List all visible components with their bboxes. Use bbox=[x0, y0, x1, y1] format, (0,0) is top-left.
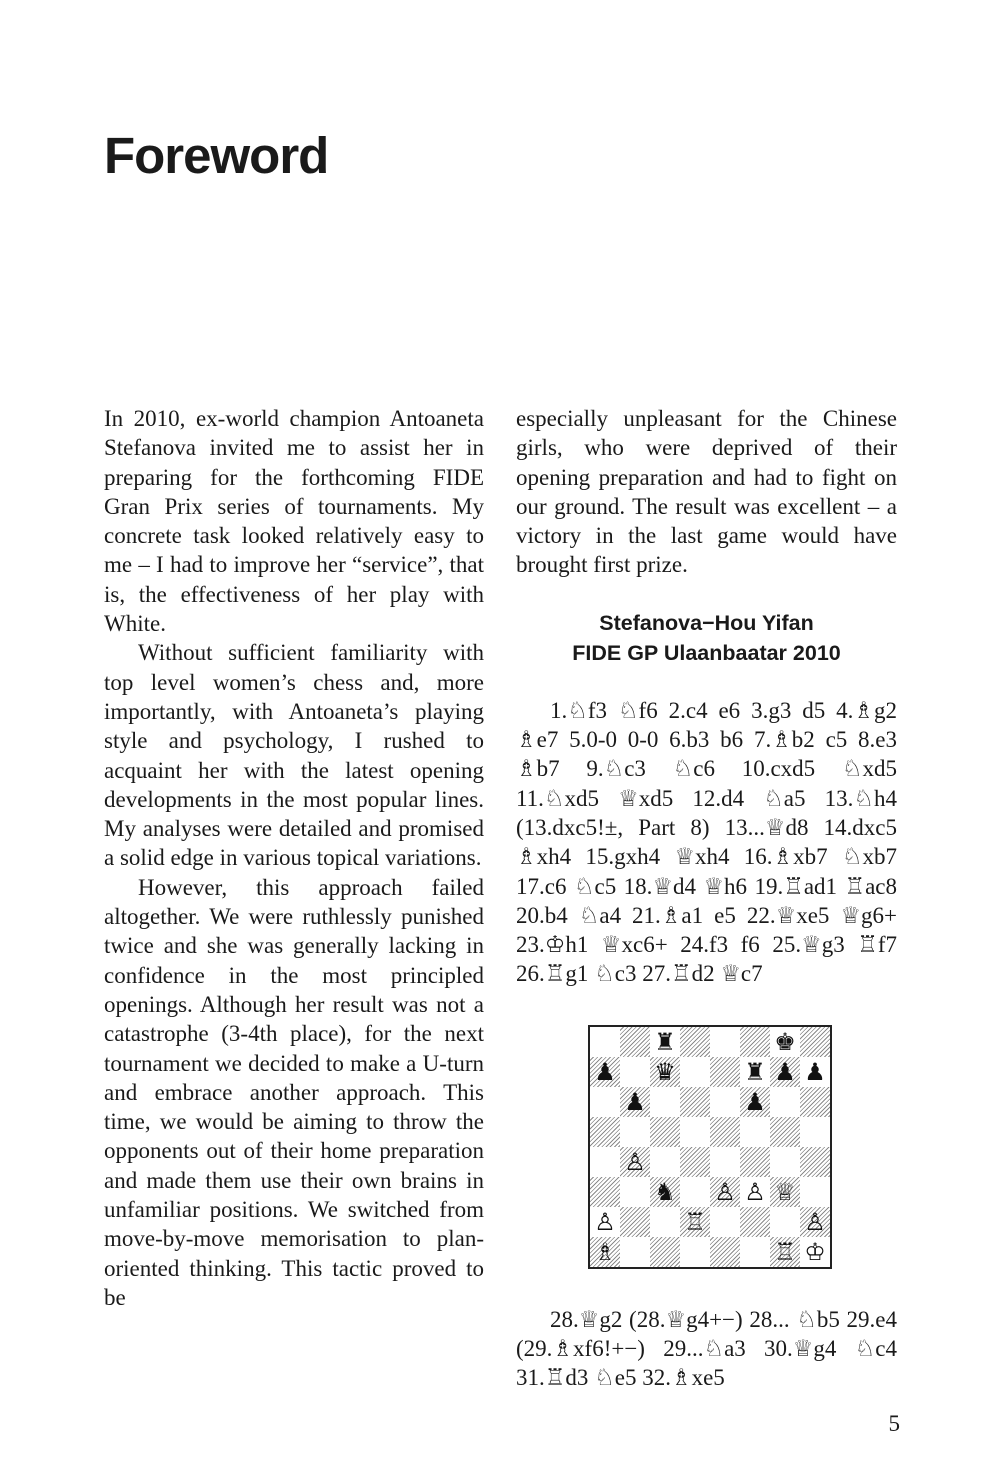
chess-piece: ♟ bbox=[624, 1087, 646, 1116]
chess-piece: ♖ bbox=[774, 1237, 796, 1266]
square-d4 bbox=[680, 1147, 710, 1177]
square-c2 bbox=[650, 1207, 680, 1237]
square-e7 bbox=[710, 1057, 740, 1087]
square-d7 bbox=[680, 1057, 710, 1087]
square-e6 bbox=[710, 1087, 740, 1117]
square-h1 bbox=[800, 1237, 830, 1267]
paragraph-3: However, this approach failed altogether. We were ruthlessly punished twice and she was generally lacking in confidence in the most principled openings. Although her result was not a catastrophe (3-4th place), for the next tournament we decided to make a U-turn and embrace another approach. This time, we would be aiming to throw the opponents out of their home preparation and made them use their own brains in unfamiliar positions. We switched from move-by-move memorisation to plan-oriented thinking. This tactic proved to be bbox=[104, 874, 484, 1310]
square-b8 bbox=[620, 1027, 650, 1057]
right-column bbox=[516, 404, 897, 1393]
chess-board bbox=[588, 1025, 832, 1269]
paragraph-2: Without sufficient familiarity with top level women’s chess and, more importantly, with Antoaneta’s playing style and psychology, I rushed to acquaint her with the latest opening developments in the most popular lines. My analyses were detailed and promised a solid edge in various topical variations. bbox=[104, 640, 484, 871]
square-g2 bbox=[770, 1207, 800, 1237]
chess-piece: ♜ bbox=[744, 1057, 766, 1086]
chess-piece: ♖ bbox=[684, 1207, 706, 1236]
chess-piece: ♟ bbox=[804, 1057, 826, 1086]
square-d3 bbox=[680, 1177, 710, 1207]
square-g5 bbox=[770, 1117, 800, 1147]
square-g3 bbox=[770, 1177, 800, 1207]
chess-piece: ♔ bbox=[804, 1237, 826, 1266]
paragraph-1: In 2010, ex-world champion Antoaneta Stefanova invited me to assist her in preparing for the forthcoming FIDE Gran Prix series of tournaments. My concrete task looked relatively easy to me – I had to improve her “service”, that is, the effectiveness of her play with White. bbox=[104, 406, 484, 637]
square-a2 bbox=[590, 1207, 620, 1237]
square-d1 bbox=[680, 1237, 710, 1267]
square-a4 bbox=[590, 1147, 620, 1177]
chess-diagram bbox=[588, 1025, 897, 1269]
square-f1 bbox=[740, 1237, 770, 1267]
chess-piece: ♙ bbox=[594, 1207, 616, 1236]
square-h4 bbox=[800, 1147, 830, 1177]
square-h3 bbox=[800, 1177, 830, 1207]
chess-piece: ♟ bbox=[594, 1057, 616, 1086]
square-b4 bbox=[620, 1147, 650, 1177]
paragraph-4: especially unpleasant for the Chinese girls, who were deprived of their opening preparation and had to fight on our ground. The result was excellent – a victory in the last game would have brought first prize. bbox=[516, 406, 897, 578]
square-f7 bbox=[740, 1057, 770, 1087]
chess-piece: ♙ bbox=[624, 1147, 646, 1176]
square-a7 bbox=[590, 1057, 620, 1087]
square-b7 bbox=[620, 1057, 650, 1087]
square-f6 bbox=[740, 1087, 770, 1117]
chess-piece: ♞ bbox=[654, 1177, 676, 1206]
square-c6 bbox=[650, 1087, 680, 1117]
square-c7 bbox=[650, 1057, 680, 1087]
game-moves-2: 28.♕g2 (28.♕g4+−) 28... ♘b5 29.e4 (29.♗xf6!+−) 29...♘a3 30.♕g4 ♘c4 31.♖d3 ♘e5 32.♗xe5 bbox=[516, 1306, 897, 1391]
chess-piece: ♜ bbox=[654, 1027, 676, 1056]
square-e4 bbox=[710, 1147, 740, 1177]
chess-piece: ♟ bbox=[774, 1057, 796, 1086]
square-g1 bbox=[770, 1237, 800, 1267]
chess-piece: ♕ bbox=[774, 1177, 796, 1206]
chess-piece: ♙ bbox=[804, 1207, 826, 1236]
chess-piece: ♟ bbox=[744, 1087, 766, 1116]
chess-piece: ♛ bbox=[654, 1057, 676, 1086]
square-a6 bbox=[590, 1087, 620, 1117]
square-g6 bbox=[770, 1087, 800, 1117]
square-h8 bbox=[800, 1027, 830, 1057]
square-a5 bbox=[590, 1117, 620, 1147]
game-moves-1: 1.♘f3 ♘f6 2.c4 e6 3.g3 d5 4.♗g2 ♗e7 5.0-0 0-0 6.b3 b6 7.♗b2 c5 8.e3 ♗b7 9.♘c3 ♘c6 10.cxd5 ♘xd5 11.♘xd5 ♕xd5 12.d4 ♘a5 13.♘h4 (13.dxc5!±, Part 8) 13...♕d8 14.dxc5 ♗xh4 15.gxh4 ♕xh4 16.♗xb7 ♘xb7 17.c6 ♘c5 18.♕d4 ♕h6 19.♖ad1 ♖ac8 20.b4 ♘a4 21.♗a1 e5 22.♕xe5 ♕g6+ 23.♔h1 ♕xc6+ 24.f3 f6 25.♕g3 ♖f7 26.♖g1 ♘c3 27.♖d2 ♕c7 bbox=[516, 697, 897, 987]
square-h6 bbox=[800, 1087, 830, 1117]
square-d2 bbox=[680, 1207, 710, 1237]
left-column bbox=[104, 404, 484, 1312]
square-f5 bbox=[740, 1117, 770, 1147]
square-d6 bbox=[680, 1087, 710, 1117]
square-b6 bbox=[620, 1087, 650, 1117]
square-e1 bbox=[710, 1237, 740, 1267]
square-b3 bbox=[620, 1177, 650, 1207]
square-e3 bbox=[710, 1177, 740, 1207]
square-e8 bbox=[710, 1027, 740, 1057]
square-a8 bbox=[590, 1027, 620, 1057]
square-g4 bbox=[770, 1147, 800, 1177]
chess-piece: ♙ bbox=[714, 1177, 736, 1206]
square-h5 bbox=[800, 1117, 830, 1147]
square-d5 bbox=[680, 1117, 710, 1147]
chess-piece: ♚ bbox=[774, 1027, 796, 1056]
square-c8 bbox=[650, 1027, 680, 1057]
square-b1 bbox=[620, 1237, 650, 1267]
game-header bbox=[516, 608, 897, 668]
square-b5 bbox=[620, 1117, 650, 1147]
square-f3 bbox=[740, 1177, 770, 1207]
square-c3 bbox=[650, 1177, 680, 1207]
square-c1 bbox=[650, 1237, 680, 1267]
game-event: FIDE GP Ulaanbaatar 2010 bbox=[572, 640, 841, 665]
square-h7 bbox=[800, 1057, 830, 1087]
square-c5 bbox=[650, 1117, 680, 1147]
square-a1 bbox=[590, 1237, 620, 1267]
square-e5 bbox=[710, 1117, 740, 1147]
square-e2 bbox=[710, 1207, 740, 1237]
square-f4 bbox=[740, 1147, 770, 1177]
page-title: Foreword bbox=[104, 127, 329, 184]
square-b2 bbox=[620, 1207, 650, 1237]
square-g7 bbox=[770, 1057, 800, 1087]
square-g8 bbox=[770, 1027, 800, 1057]
chess-piece: ♙ bbox=[744, 1177, 766, 1206]
square-h2 bbox=[800, 1207, 830, 1237]
square-d8 bbox=[680, 1027, 710, 1057]
square-a3 bbox=[590, 1177, 620, 1207]
page-number: 5 bbox=[888, 1411, 900, 1436]
square-f2 bbox=[740, 1207, 770, 1237]
game-players: Stefanova−Hou Yifan bbox=[599, 610, 814, 635]
chess-piece: ♗ bbox=[594, 1237, 616, 1266]
square-f8 bbox=[740, 1027, 770, 1057]
square-c4 bbox=[650, 1147, 680, 1177]
